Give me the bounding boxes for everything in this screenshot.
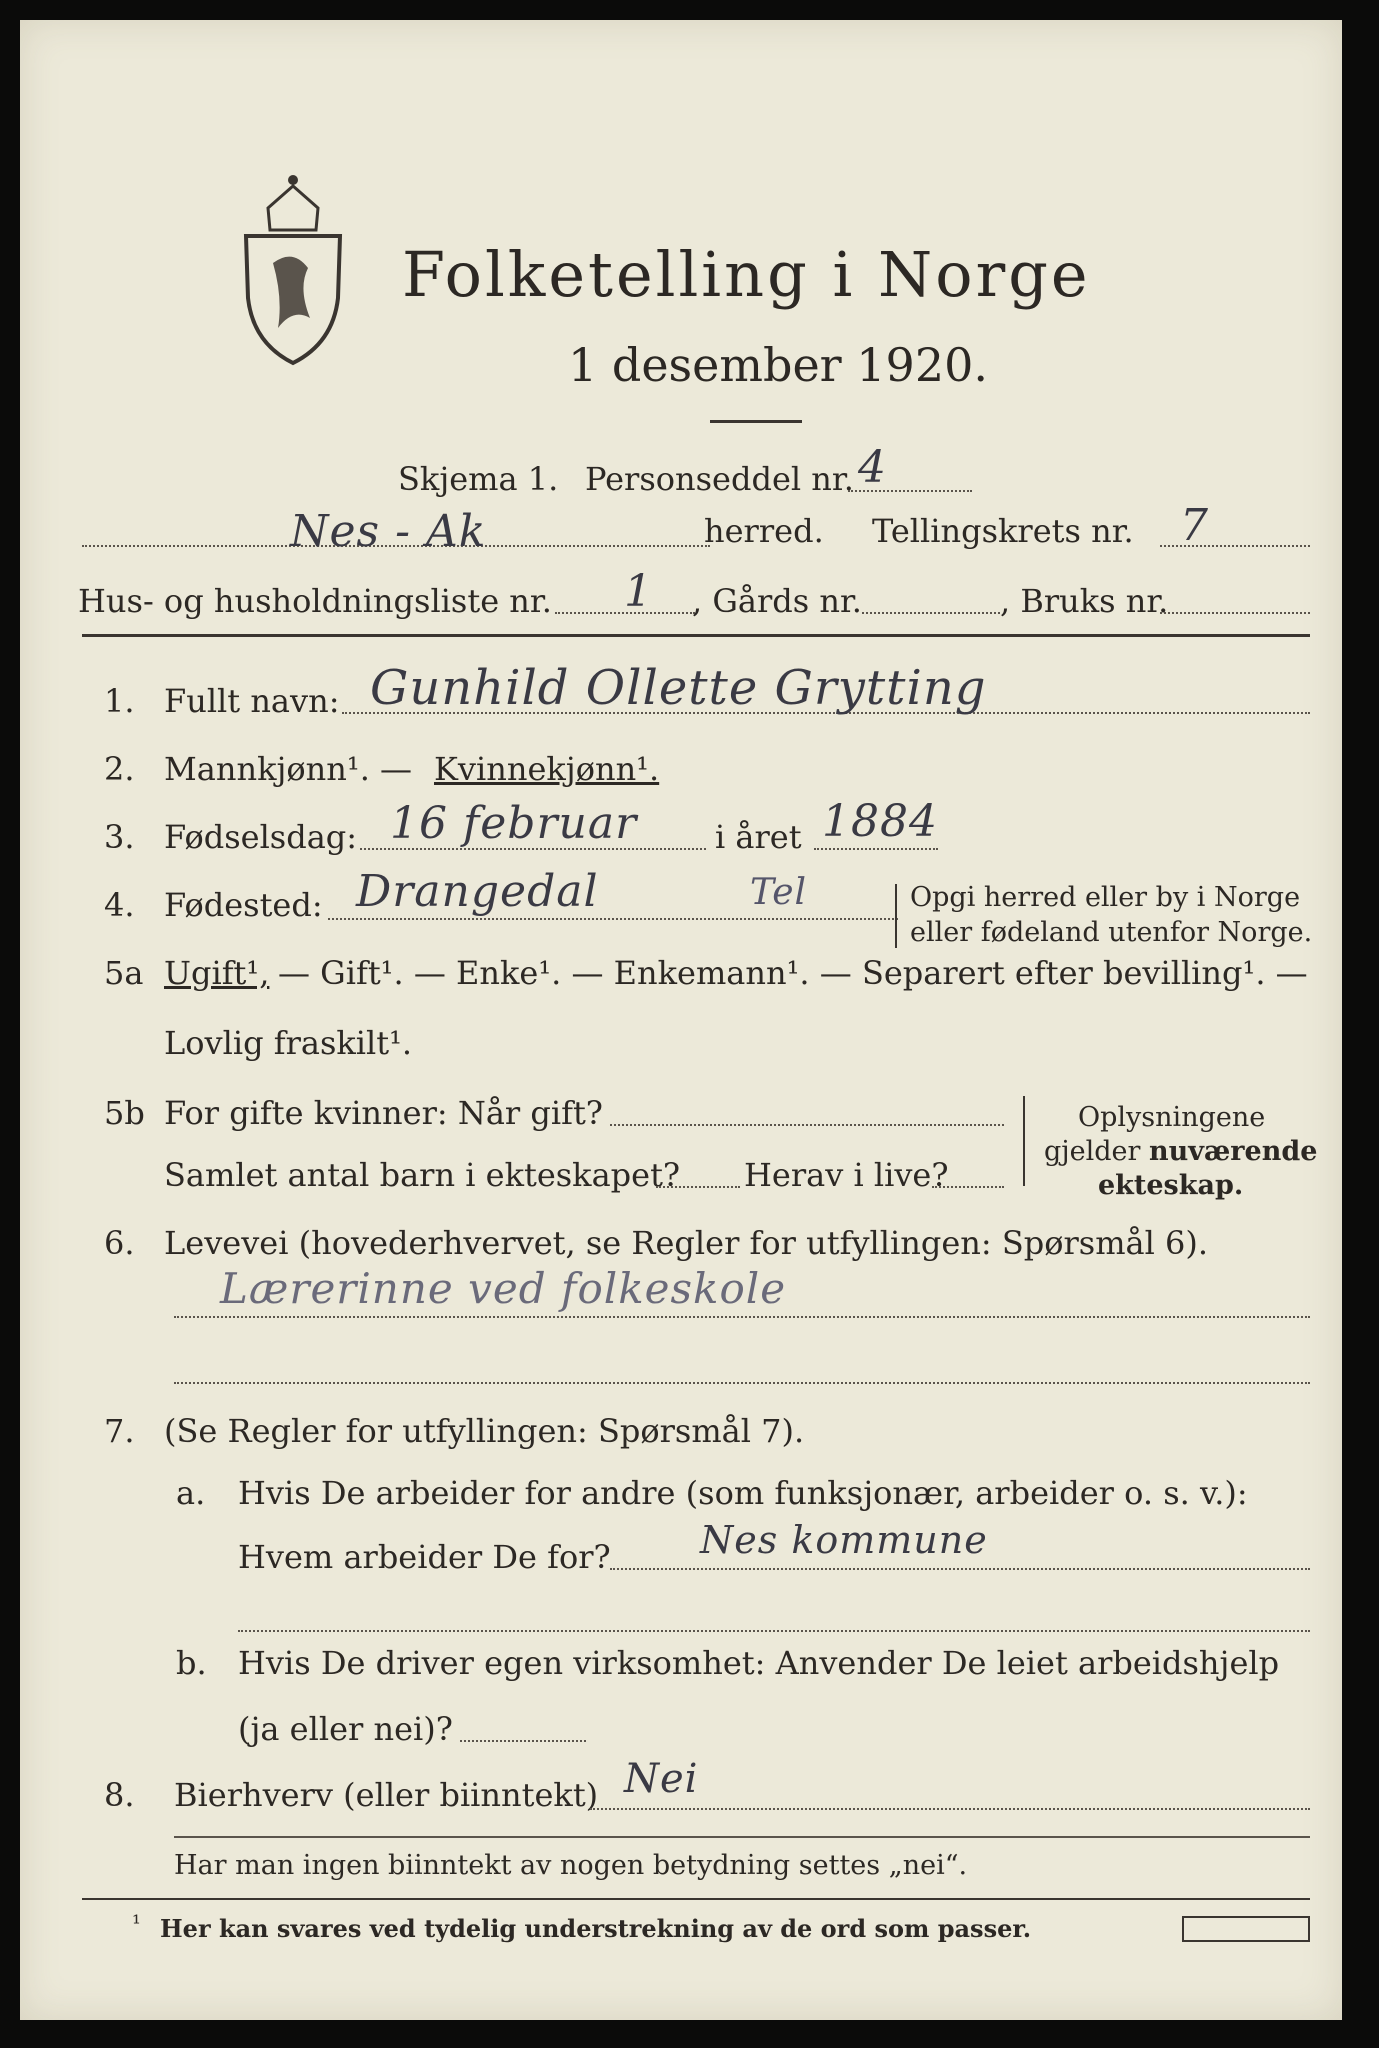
q8-number: 8. xyxy=(104,1776,135,1814)
q5b-note-line1: Oplysningene xyxy=(1078,1102,1266,1133)
q2-number: 2. xyxy=(104,750,135,788)
q8-label: Bierhverv (eller biinntekt) xyxy=(174,1776,599,1814)
footnote-rule xyxy=(82,1898,1310,1900)
q7a-employer-line xyxy=(610,1568,1310,1570)
bruks-line xyxy=(1160,612,1310,614)
q6-label: Levevei (hovederhvervet, se Regler for utfyllingen: Spørsmål 6). xyxy=(164,1224,1209,1262)
q1-label: Fullt navn: xyxy=(164,682,340,720)
gards-label: , Gårds nr. xyxy=(692,582,862,620)
q4-note-line1: Opgi herred eller by i Norge xyxy=(910,882,1301,913)
q5b-married-when-line xyxy=(610,1124,1004,1126)
q5b-note-brace xyxy=(1023,1096,1031,1186)
q1-value[interactable]: Gunhild Ollette Grytting xyxy=(370,660,987,716)
census-date: 1 desember 1920. xyxy=(568,338,988,392)
q5b-number: 5b xyxy=(104,1094,145,1132)
q7b-yesno-label: (ja eller nei)? xyxy=(238,1710,453,1748)
q7a-question: Hvis De arbeider for andre (som funksjonær, arbeider o. s. v.): xyxy=(238,1474,1248,1512)
hus-label: Hus- og husholdningsliste nr. xyxy=(78,582,552,620)
q4-value-extra[interactable]: Tel xyxy=(750,872,808,913)
q6-number: 6. xyxy=(104,1224,135,1262)
footnote-text: Her kan svares ved tydelig understrekning av de ord som passer. xyxy=(160,1914,1032,1943)
q7a-employer-value[interactable]: Nes kommune xyxy=(700,1518,988,1562)
q4-line xyxy=(328,918,898,920)
q7b-letter: b. xyxy=(176,1644,207,1682)
q3-year-value[interactable]: 1884 xyxy=(822,796,938,847)
tellingskrets-value[interactable]: 7 xyxy=(1180,500,1209,551)
q7-number: 7. xyxy=(104,1412,135,1450)
q7-label: (Se Regler for utfyllingen: Spørsmål 7). xyxy=(164,1412,805,1450)
q6-line1 xyxy=(174,1316,1310,1318)
herred-label: herred. xyxy=(704,512,824,550)
q7a-employer-label: Hvem arbeider De for? xyxy=(238,1538,611,1576)
q3-value[interactable]: 16 februar xyxy=(390,798,638,849)
census-form xyxy=(20,20,1342,2020)
q5b-note-line2: gjelder nuværende xyxy=(1044,1136,1318,1167)
hus-value[interactable]: 1 xyxy=(624,566,653,617)
bruks-label: , Bruks nr. xyxy=(1000,582,1169,620)
q2-male-option[interactable]: Mannkjønn¹. — xyxy=(164,750,413,788)
footnote-mark: ¹ xyxy=(132,1912,141,1937)
tellingskrets-label: Tellingskrets nr. xyxy=(872,512,1134,550)
section-rule xyxy=(82,634,1310,637)
q2-female-option[interactable]: Kvinnekjønn¹. xyxy=(434,750,660,788)
q1-number: 1. xyxy=(104,682,135,720)
q3-label: Fødselsdag: xyxy=(164,818,358,856)
q7b-question: Hvis De driver egen virksomhet: Anvender De leiet arbeidshjelp xyxy=(238,1644,1280,1682)
q4-number: 4. xyxy=(104,886,135,924)
q5b-alive-line xyxy=(932,1186,1004,1188)
gards-line xyxy=(862,612,1000,614)
q3-year-line xyxy=(814,848,938,850)
q6-value[interactable]: Lærerinne ved folkeskole xyxy=(220,1264,787,1313)
q3-number: 3. xyxy=(104,818,135,856)
q7a-letter: a. xyxy=(176,1474,206,1512)
q6-line2 xyxy=(174,1382,1310,1384)
printer-stamp xyxy=(1182,1916,1310,1942)
q8-line xyxy=(590,1808,1310,1810)
q4-note-line2: eller fødeland utenfor Norge. xyxy=(910,917,1313,948)
q5b-children-line xyxy=(656,1186,740,1188)
q5a-fraskilt-option[interactable]: Lovlig fraskilt¹. xyxy=(164,1024,413,1062)
q5b-note-line3: ekteskap. xyxy=(1098,1170,1244,1201)
footer-divider xyxy=(174,1836,1310,1838)
q8-value[interactable]: Nei xyxy=(624,1756,699,1802)
q5b-alive-label: Herav i live? xyxy=(744,1156,949,1194)
q5a-number: 5a xyxy=(104,954,144,992)
personseddel-value[interactable]: 4 xyxy=(858,442,887,493)
personseddel-label: Personseddel nr. xyxy=(585,460,854,498)
footer-note: Har man ingen biinntekt av nogen betydning settes „nei“. xyxy=(174,1850,968,1881)
q5b-children-label: Samlet antal barn i ekteskapet? xyxy=(164,1156,681,1194)
form-title: Folketelling i Norge xyxy=(402,238,1091,311)
title-divider xyxy=(710,420,802,423)
q3-year-label: i året xyxy=(715,818,802,856)
q4-value[interactable]: Drangedal xyxy=(356,866,599,917)
q5b-married-when-label: For gifte kvinner: Når gift? xyxy=(164,1094,603,1132)
q7b-yesno-line xyxy=(460,1740,586,1742)
q4-label: Fødested: xyxy=(164,886,323,924)
schema-label: Skjema 1. xyxy=(398,460,559,498)
q4-note-brace xyxy=(895,884,903,948)
herred-value[interactable]: Nes - Ak xyxy=(290,506,487,557)
q5a-other-options[interactable]: — Gift¹. — Enke¹. — Enkemann¹. — Separert efter bevilling¹. — xyxy=(278,954,1308,992)
q5a-ugift-option[interactable]: Ugift¹, xyxy=(164,954,270,992)
coat-of-arms-emblem xyxy=(238,168,348,368)
q7a-extra-line xyxy=(238,1630,1310,1632)
